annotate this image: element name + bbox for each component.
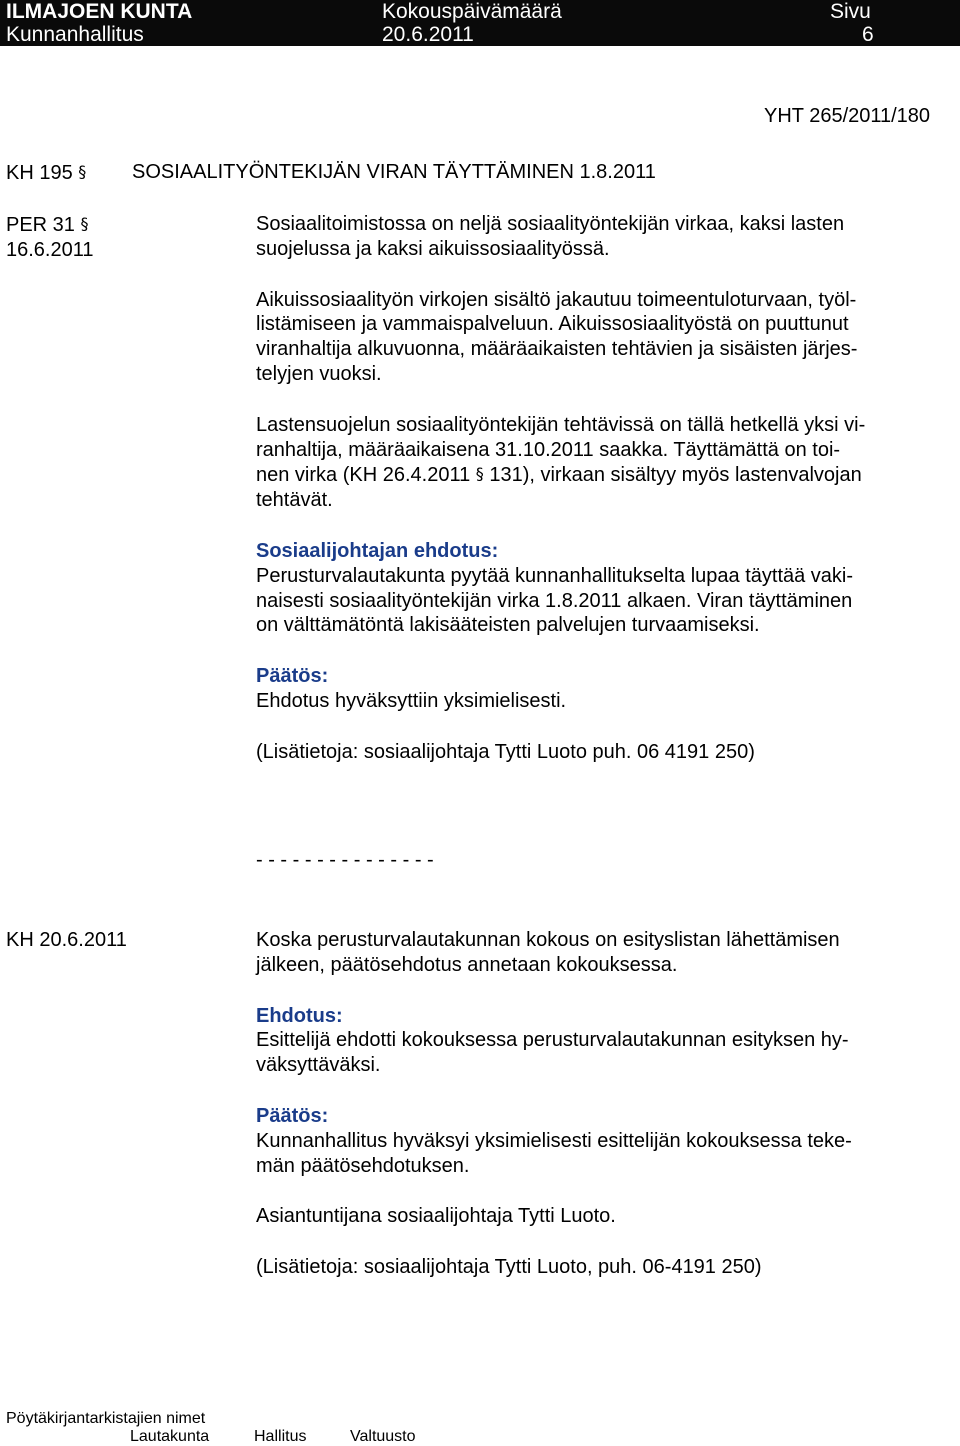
paragraph-meeting-note: Koska perusturvalautakunnan kokous on esityslistan lähettämisen jälkeen, päätösehdotus annetaan kokouksessa.	[256, 929, 840, 976]
proposal-text: Perusturvalautakunta pyytää kunnanhallitukselta lupaa täyttää vaki- naisesti sosiaalityöntekijän virka 1.8.2011 alkaen. Viran täyttäminen on välttämätöntä lakisääteisten palvelujen turvaamiseksi.	[256, 564, 854, 637]
signatures-label: Pöytäkirjantarkistajien nimet	[6, 1410, 206, 1427]
meeting-date: 20.6.2011	[382, 23, 474, 46]
body-name: Kunnanhallitus	[6, 23, 144, 46]
footer-hallitus: Hallitus	[254, 1428, 307, 1445]
contact-info: (Lisätietoja: sosiaalijohtaja Tytti Luoto puh. 06 4191 250)	[256, 740, 755, 763]
page-number: 6	[862, 23, 874, 46]
org-name: ILMAJOEN KUNTA	[6, 0, 193, 23]
kh-date: KH 20.6.2011	[6, 929, 127, 951]
case-reference: YHT 265/2011/180	[764, 105, 931, 127]
item-title: SOSIAALITYÖNTEKIJÄN VIRAN TÄYTTÄMINEN 1.8.2011	[132, 161, 656, 183]
page-label: Sivu	[830, 0, 871, 23]
section-mark: §	[475, 464, 484, 484]
paragraph-adult-work: Aikuissosiaalityön virkojen sisältö jakautuu toimeentuloturvaan, työl- listämiseen ja vammaispalveluun. Aikuissosiaalityöstä on puuttunut viranhaltija alkuvuonna, määräaikaisten tehtävien ja sisäisten järjes- telyjen vuoksi.	[256, 288, 858, 385]
kh-body	[256, 928, 956, 1280]
contact-info: (Lisätietoja: sosiaalijohtaja Tytti Luoto, puh. 06-4191 250)	[256, 1256, 762, 1279]
expert-note: Asiantuntijana sosiaalijohtaja Tytti Luoto.	[256, 1205, 616, 1228]
footer-lautakunta: Lautakunta	[130, 1428, 210, 1445]
proposal-heading: Sosiaalijohtajan ehdotus:	[256, 539, 499, 562]
paragraph-positions: Sosiaalitoimistossa on neljä sosiaalityöntekijän virkaa, kaksi lasten suojelussa ja kaksi aikuissosiaalityössä.	[256, 213, 845, 260]
decision-heading: Päätös:	[256, 665, 329, 688]
per-date: 16.6.2011	[6, 239, 94, 261]
section-mark: §	[78, 162, 87, 181]
decision-text: Kunnanhallitus hyväksyi yksimielisesti esittelijän kokouksessa teke- män päätösehdotuksen.	[256, 1129, 852, 1177]
separator-dashes: - - - - - - - - - - - - - - -	[256, 849, 434, 871]
date-label: Kokouspäivämäärä	[382, 0, 562, 23]
kh-section-code: KH 195 §	[6, 162, 87, 184]
per-section-code: PER 31 §	[6, 214, 89, 236]
section-mark: §	[80, 214, 89, 233]
decision-text: Ehdotus hyväksyttiin yksimielisesti.	[256, 689, 567, 712]
proposal-text: Esittelijä ehdotti kokouksessa perusturvalautakunnan esityksen hy- väksyttäväksi.	[256, 1029, 849, 1077]
proposal-heading: Ehdotus:	[256, 1004, 343, 1027]
footer-valtuusto: Valtuusto	[350, 1428, 416, 1445]
decision-heading: Päätös:	[256, 1104, 329, 1127]
per-body	[256, 212, 956, 765]
header-bar	[0, 0, 960, 46]
paragraph-child-protection: Lastensuojelun sosiaalityöntekijän tehtävissä on tällä hetkellä yksi vi- ranhaltija, määräaikaisena 31.10.2011 saakka. Täyttämättä on toi- nen virka (KH 26.4.2011 § 131), virkaan sisältyy myös lastenvalvojan tehtävät.	[256, 413, 866, 512]
